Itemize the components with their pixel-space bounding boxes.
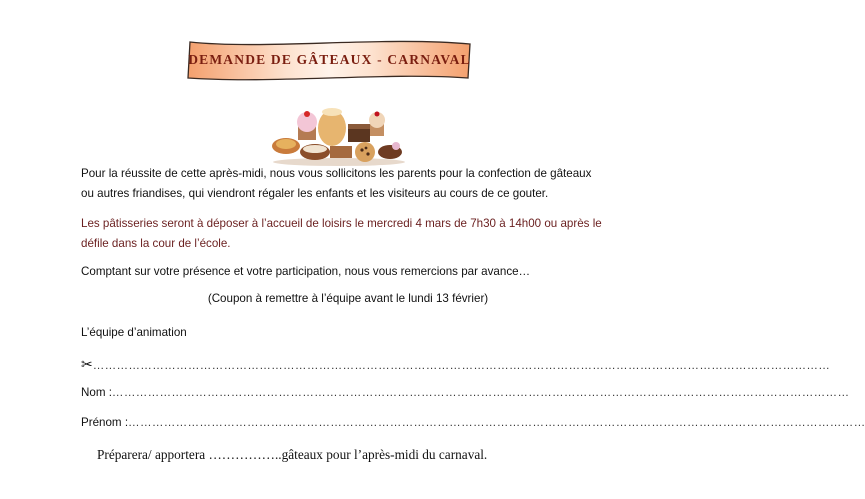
delivery-line-1: Les pâtisseries seront à déposer à l’accueil de loisirs le mercredi 4 mars de 7h30 à 14h00 ou après le: [81, 217, 602, 230]
intro-line-2: ou autres friandises, qui viendront régaler les enfants et les visiteurs au cours de ce gouter.: [81, 187, 549, 200]
cut-line: [81, 356, 831, 373]
scissors-icon: ✂: [81, 356, 93, 372]
prepare-statement: Préparera/ apportera ……………..gâteaux pour l’après-midi du carnaval.: [97, 447, 488, 462]
signature: L’équipe d’animation: [81, 326, 187, 339]
title-banner: [184, 38, 475, 84]
delivery-paragraph: [81, 214, 641, 254]
prenom-dots: ……………………………………………………………………………………………………………………………………………………………………: [128, 416, 865, 429]
nom-label: Nom :: [81, 386, 112, 399]
pastries-illustration-icon: [270, 102, 408, 166]
intro-line-1: Pour la réussite de cette après-midi, nous vous sollicitons les parents pour la confection de gâteaux: [81, 167, 592, 180]
delivery-line-2: défile dans la cour de l’école.: [81, 237, 231, 250]
nom-field[interactable]: [81, 386, 850, 399]
prenom-label: Prénom :: [81, 416, 129, 429]
coupon-note: (Coupon à remettre à l’équipe avant le lundi 13 février): [207, 292, 489, 305]
banner-title: DEMANDE DE GÂTEAUX - CARNAVAL: [188, 52, 471, 67]
intro-paragraph: [81, 164, 641, 204]
thanks-paragraph: Comptant sur votre présence et votre participation, nous vous remercions par avance…: [81, 265, 531, 278]
cut-dots: ……………………………………………………………………………………………………………………………………………………………………: [92, 359, 831, 372]
nom-dots: ……………………………………………………………………………………………………………………………………………………………………: [111, 386, 850, 399]
prenom-field[interactable]: [81, 416, 865, 429]
